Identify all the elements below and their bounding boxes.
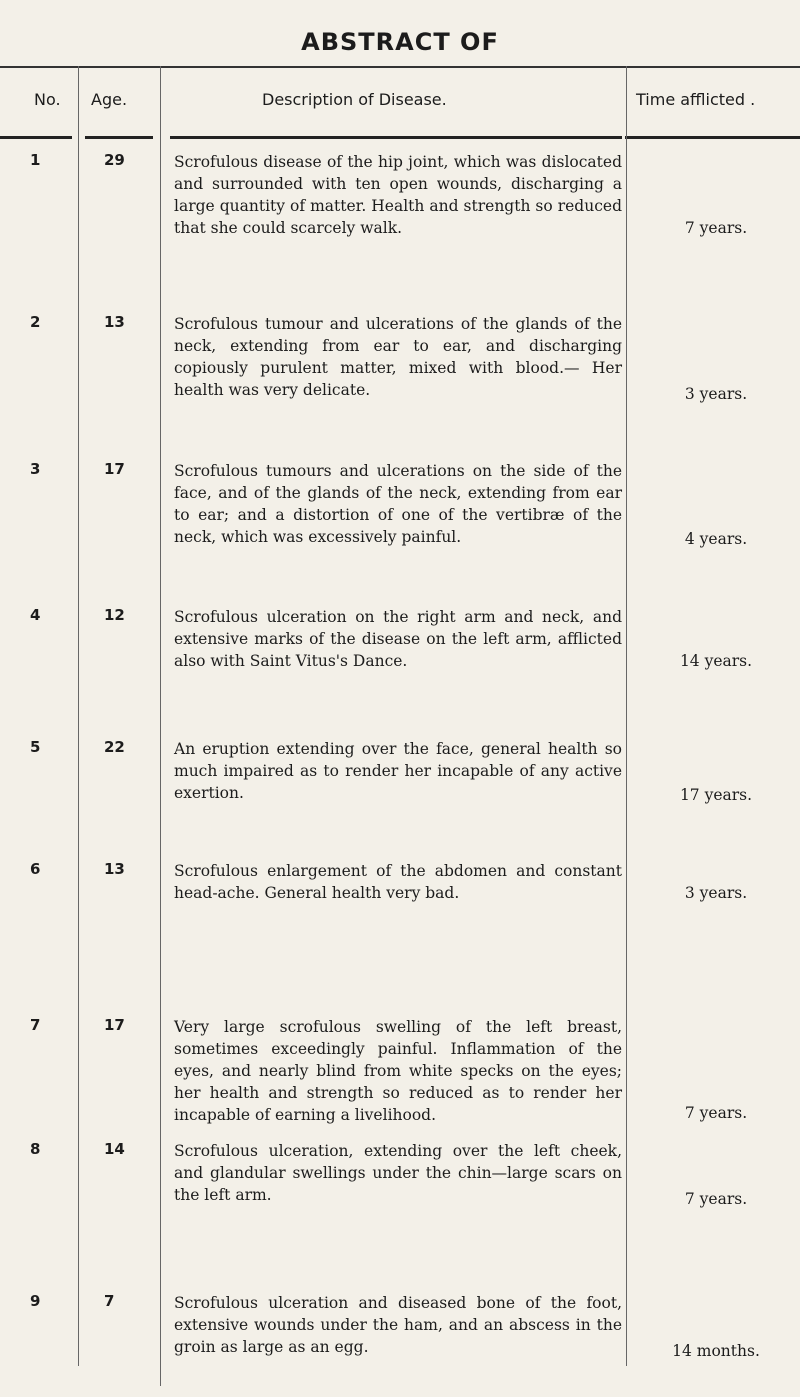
row-age: 17 bbox=[104, 460, 125, 478]
table-header bbox=[0, 70, 800, 132]
row-age: 7 bbox=[104, 1292, 115, 1310]
row-number: 6 bbox=[30, 860, 41, 878]
top-rule bbox=[0, 66, 800, 68]
row-number: 7 bbox=[30, 1016, 41, 1034]
page-title: ABSTRACT OF bbox=[301, 28, 499, 56]
row-number: 1 bbox=[30, 151, 41, 169]
row-time: 4 years. bbox=[684, 530, 748, 548]
row-age: 22 bbox=[104, 738, 125, 756]
row-description: Scrofulous ulceration and diseased bone of the foot, extensive wounds under the ham, and an abscess in the groin as large as an egg. bbox=[174, 1294, 622, 1356]
column-divider bbox=[160, 66, 161, 1386]
column-divider bbox=[78, 66, 79, 1366]
row-age: 29 bbox=[104, 151, 125, 169]
row-time: 3 years. bbox=[684, 884, 748, 902]
row-description: Scrofulous ulceration on the right arm and neck, and extensive marks of the disease on the left arm, afflicted also with Saint Vitus's Dance. bbox=[174, 608, 622, 670]
header-rule-no bbox=[0, 136, 72, 139]
row-age: 13 bbox=[104, 860, 125, 878]
header-age: Age. bbox=[91, 90, 128, 109]
row-description: Scrofulous ulceration, extending over the left cheek, and glandular swellings under the chin—large scars on the left arm. bbox=[174, 1142, 622, 1204]
row-time: 7 years. bbox=[684, 1190, 748, 1208]
row-number: 3 bbox=[30, 460, 41, 478]
row-number: 4 bbox=[30, 606, 41, 624]
row-time: 3 years. bbox=[684, 385, 748, 403]
header-rule-age bbox=[85, 136, 153, 139]
row-age: 14 bbox=[104, 1140, 125, 1158]
row-number: 9 bbox=[30, 1292, 41, 1310]
row-time: 14 years. bbox=[679, 652, 753, 670]
row-time: 7 years. bbox=[684, 1104, 748, 1122]
row-number: 8 bbox=[30, 1140, 41, 1158]
column-divider bbox=[626, 66, 627, 1366]
row-time: 17 years. bbox=[679, 786, 753, 804]
header-rule-time bbox=[625, 136, 800, 139]
row-age: 17 bbox=[104, 1016, 125, 1034]
row-description: Scrofulous disease of the hip joint, which was dislocated and surrounded with ten open wounds, discharging a large quantity of matter. Health and strength so reduced that she could scarcely walk. bbox=[174, 153, 622, 237]
row-description: Scrofulous tumour and ulcerations of the glands of the neck, extending from ear to ear, and discharging copiously purulent matter, mixed with blood.— Her health was very delicate. bbox=[174, 315, 622, 399]
header-rule-description bbox=[170, 136, 622, 139]
row-time: 7 years. bbox=[684, 219, 748, 237]
row-description: An eruption extending over the face, general health so much impaired as to render her incapable of any active exertion. bbox=[174, 740, 622, 802]
header-time: Time afflicted . bbox=[636, 90, 756, 109]
row-time: 14 months. bbox=[672, 1342, 760, 1360]
header-no: No. bbox=[34, 90, 61, 109]
row-description: Scrofulous tumours and ulcerations on the side of the face, and of the glands of the neck, extending from ear to ear; and a distortion of one of the vertibræ of the neck, which was excessively painful. bbox=[174, 462, 622, 546]
row-description: Very large scrofulous swelling of the left breast, sometimes exceedingly painful. Inflammation of the eyes, and nearly blind from white specks on the eyes; her health and strength so reduced as to render her incapable of earning a livelihood. bbox=[174, 1018, 622, 1124]
row-age: 12 bbox=[104, 606, 125, 624]
row-number: 2 bbox=[30, 313, 41, 331]
row-description: Scrofulous enlargement of the abdomen and constant head-ache. General health very bad. bbox=[174, 862, 622, 902]
row-age: 13 bbox=[104, 313, 125, 331]
header-description: Description of Disease. bbox=[262, 90, 447, 109]
row-number: 5 bbox=[30, 738, 41, 756]
